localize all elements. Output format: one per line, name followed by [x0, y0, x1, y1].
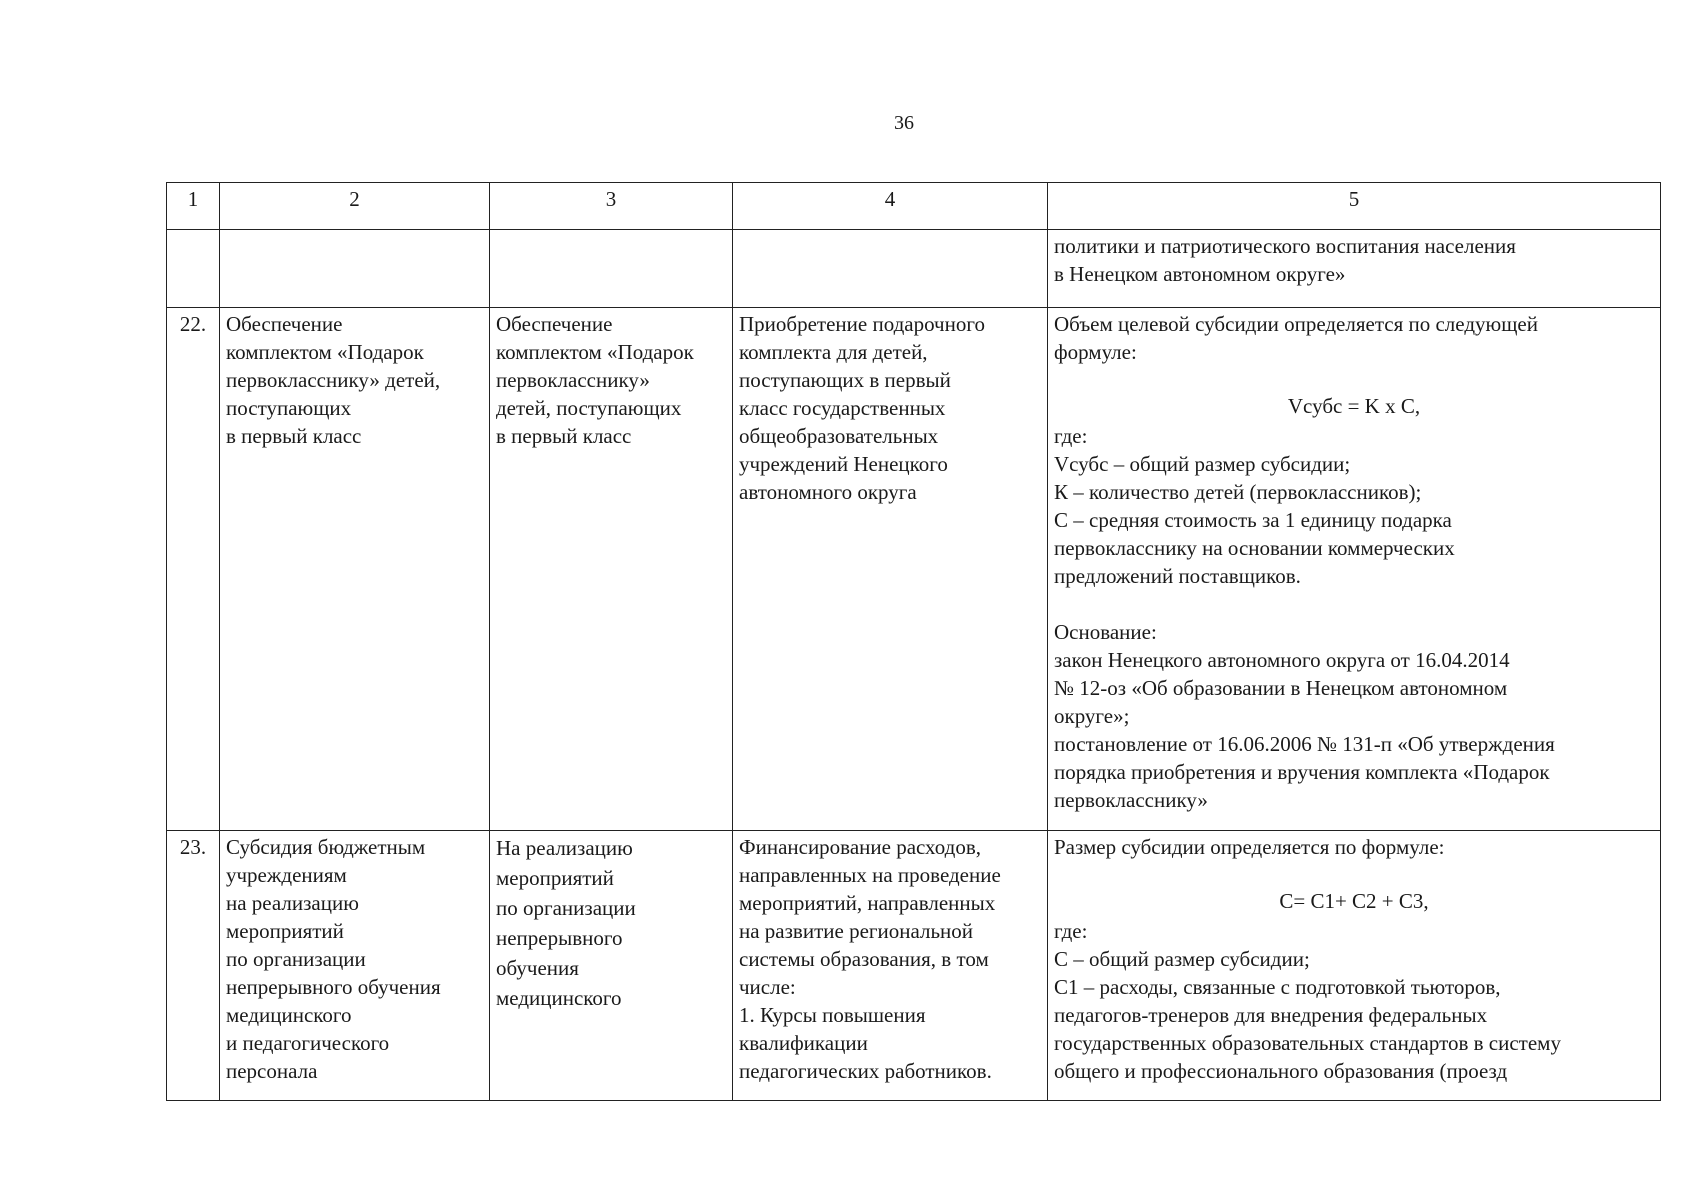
row-22-formula: Vсубс = K x С,: [1287, 394, 1421, 418]
continuation-text: политики и патриотического воспитания населения в Ненецком автономном округе»: [1054, 234, 1516, 286]
row-22-purpose: Обеспечение комплектом «Подарок первокласснику» детей, поступающих в первый класс: [496, 312, 694, 448]
page-number: 36: [894, 112, 914, 134]
row-23-col-5: [1048, 831, 1661, 1101]
row-23-direction: Финансирование расходов, направленных на проведение мероприятий, направленных на развитие региональной системы образования, в том числе: 1. Курсы повышения квалификации педагогических работников.: [739, 835, 1001, 1083]
row-22-col-3: [490, 308, 733, 831]
header-col-3: 3: [490, 183, 733, 230]
row-23-col-2: [220, 831, 490, 1101]
row-23-name: Субсидия бюджетным учреждениям на реализацию мероприятий по организации непрерывного обучения медицинского и педагогического персонала: [226, 835, 441, 1083]
row-23-col-3: [490, 831, 733, 1101]
cont-col-5: [1048, 230, 1661, 308]
table-row-continuation: [167, 230, 1661, 308]
cont-col-4: [733, 230, 1048, 308]
row-23-number: 23.: [167, 831, 220, 1101]
row-23-col-4: [733, 831, 1048, 1101]
row-23-definitions: где: С – общий размер субсидии; С1 – расходы, связанные с подготовкой тьюторов, педагогов-тренеров для внедрения федеральных государственных образовательных стандартов в систему общего и профессионального образования (проезд: [1054, 919, 1561, 1083]
table-row-23: [167, 831, 1661, 1101]
table-header-row: [167, 183, 1661, 230]
row-23-intro: Размер субсидии определяется по формуле:: [1054, 835, 1445, 859]
row-22-direction: Приобретение подарочного комплекта для детей, поступающих в первый класс государственных общеобразовательных учреждений Ненецкого автономного округа: [739, 312, 985, 504]
table-row-22: [167, 308, 1661, 831]
row-22-definitions: где: Vсубс – общий размер субсидии; К – количество детей (первоклассников); С – средняя стоимость за 1 единицу подарка первокласснику на основании коммерческих предложений поставщиков.: [1054, 424, 1455, 588]
row-22-basis: Основание: закон Ненецкого автономного округа от 16.04.2014 № 12-оз «Об образовании в Ненецком автономном округе»; постановление от 16.06.2006 № 131-п «Об утверждения порядка приобретения и вручения комплекта «Подарок первокласснику»: [1054, 620, 1555, 812]
cont-col-1: [167, 230, 220, 308]
row-22-name: Обеспечение комплектом «Подарок первокласснику» детей, поступающих в первый класс: [226, 312, 441, 448]
row-23-purpose: На реализацию мероприятий по организации непрерывного обучения медицинского: [496, 836, 636, 1010]
cont-col-3: [490, 230, 733, 308]
cont-col-2: [220, 230, 490, 308]
header-col-4: 4: [733, 183, 1048, 230]
header-col-2: 2: [220, 183, 490, 230]
document-table: [166, 182, 1661, 1101]
header-col-5: 5: [1048, 183, 1661, 230]
row-22-intro: Объем целевой субсидии определяется по следующей формуле:: [1054, 312, 1538, 364]
row-22-col-4: [733, 308, 1048, 831]
row-22-number: 22.: [167, 308, 220, 831]
row-23-formula: С= С1+ С2 + С3,: [1279, 889, 1429, 913]
row-22-col-5: [1048, 308, 1661, 831]
row-22-col-2: [220, 308, 490, 831]
header-col-1: 1: [167, 183, 220, 230]
